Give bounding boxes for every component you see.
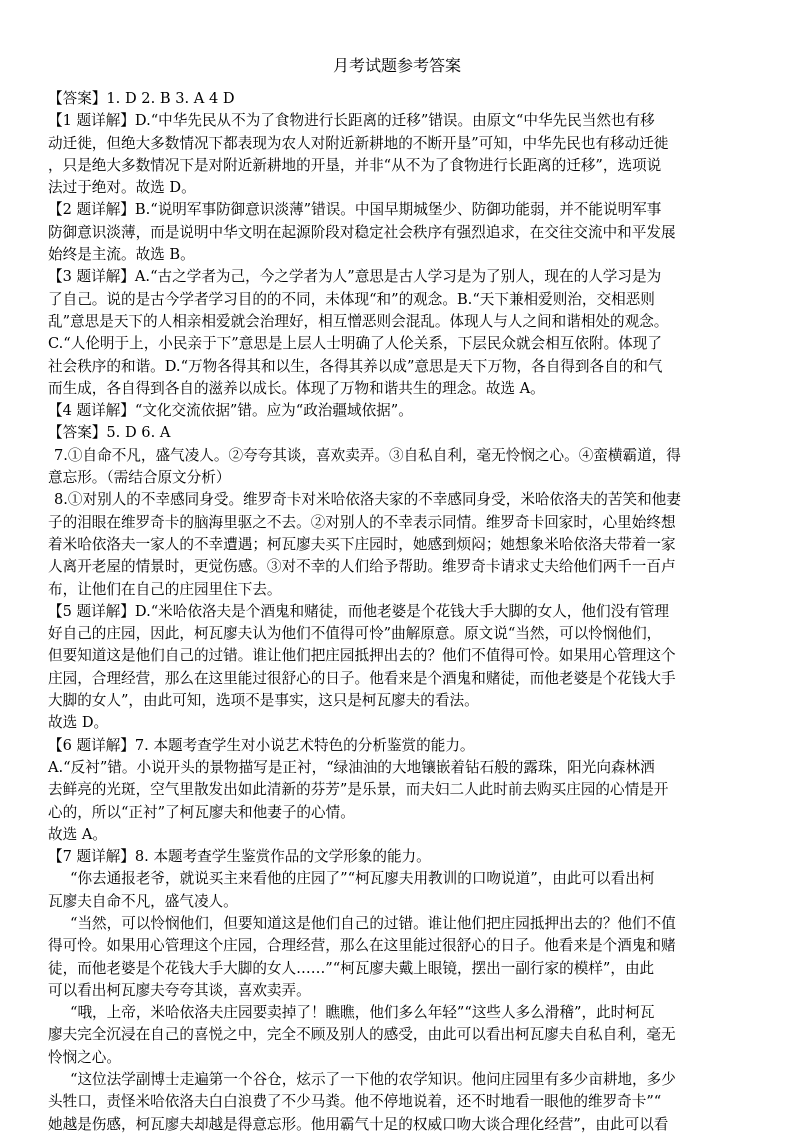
answer-line: 着米哈依洛夫一家人的不幸遭遇；柯瓦廖夫买下庄园时，她感到烦闷；她想象米哈依洛夫带着一家 xyxy=(48,535,676,553)
answer-line: ，只是绝大多数情况下是对附近新耕地的开垦，并非“从不为了食物进行长距离的迁移”，选项说 xyxy=(48,156,662,174)
answer-line: 了自己。说的是古今学者学习目的的不同，未体现“和”的观念。B.“天下兼相爱则治，交相恶则 xyxy=(48,290,655,308)
answer-line: 乱”意思是天下的人相亲相爱就会治理好，相互憎恶则会混乱。体现人与人之间和谐相处的观念。 xyxy=(48,312,669,330)
answer-line: 可以看出柯瓦廖夫夸夸其谈，喜欢卖弄。 xyxy=(48,981,311,999)
answer-line: 7.①自命不凡，盛气凌人。②夸夸其谈，喜欢卖弄。③自私自利，毫无怜悯之心。④蛮横霸道，得 xyxy=(54,446,681,464)
answer-body xyxy=(48,88,742,1136)
answer-line: “哦，上帝，米哈依洛夫庄园要卖掉了！瞧瞧，他们多么年轻”“这些人多么滑稽”，此时柯瓦 xyxy=(70,1004,655,1022)
answer-line: 故选 A。 xyxy=(48,825,107,843)
answer-line: 她越是伤感，柯瓦廖夫却越是得意忘形。他用霸气十足的权威口吻大谈合理化经营”，由此可以看 xyxy=(48,1115,669,1133)
answer-line: 【4 题详解】“文化交流依据”错。应为“政治疆域依据”。 xyxy=(48,402,413,420)
answer-line: 【答案】5. D 6. A xyxy=(48,424,171,442)
answer-line: 布，让他们在自己的庄园里住下去。 xyxy=(48,580,282,598)
page-title: 月考试题参考答案 xyxy=(332,56,461,75)
answer-line: A.“反衬”错。小说开头的景物描写是正衬，“绿油油的大地镶嵌着钻石般的露珠，阳光向森林洒 xyxy=(48,758,655,776)
answer-line: 子的泪眼在维罗奇卡的脑海里驱之不去。②对别人的不幸表示同情。维罗奇卡回家时，心里始终想 xyxy=(48,513,676,531)
answer-line: 【6 题详解】7. 本题考查学生对小说艺术特色的分析鉴赏的能力。 xyxy=(48,736,475,754)
answer-line: “你去通报老爷，就说买主来看他的庄园了”“柯瓦廖夫用教训的口吻说道”，由此可以看出柯 xyxy=(70,870,655,888)
answer-line: 人离开老屋的情景时，更觉伤感。③对不幸的人们给予帮助。维罗奇卡请求丈夫给他们两千一百卢 xyxy=(48,558,676,576)
answer-line: 但要知道这是他们自己的过错。谁让他们把庄园抵押出去的？他们不值得可怜。如果用心管理这个 xyxy=(48,647,676,665)
answer-line: 8.①对别人的不幸感同身受。维罗奇卡对米哈依洛夫家的不幸感同身受，米哈依洛夫的苦笑和他妻 xyxy=(54,491,681,509)
answer-line: 社会秩序的和谐。D.“万物各得其和以生，各得其养以成”意思是天下万物，各自得到各自的和气 xyxy=(48,357,663,375)
answer-line: “这位法学副博士走遍第一个谷仓，炫示了一下他的农学知识。他问庄园里有多少亩耕地，多少 xyxy=(70,1071,676,1089)
answer-line: “当然，可以怜悯他们，但要知道这是他们自己的过错。谁让他们把庄园抵押出去的？他们不值 xyxy=(70,914,676,932)
answer-line: 【5 题详解】D.“米哈依洛夫是个酒鬼和赌徒，而他老婆是个花钱大手大脚的女人，他们没有管理 xyxy=(48,602,669,620)
answer-line: 【答案】1. D 2. B 3. A 4 D xyxy=(48,90,235,107)
answer-line: 心的，所以“正衬”了柯瓦廖夫和他妻子的心情。 xyxy=(48,803,355,821)
answer-line: 瓦廖夫自命不凡，盛气凌人。 xyxy=(48,892,238,910)
answer-line: 好自己的庄园，因此，柯瓦廖夫认为他们不值得可怜”曲解原意。原文说“当然，可以怜悯他们， xyxy=(48,625,662,643)
answer-line: 徒，而他老婆是个花钱大手大脚的女人……”“柯瓦廖夫戴上眼镜，摆出一副行家的模样”，由此 xyxy=(48,959,655,977)
answer-line: 意忘形。（需结合原文分析） xyxy=(48,469,231,487)
answer-line: 廖夫完全沉浸在自己的喜悦之中，完全不顾及别人的感受，由此可以看出柯瓦廖夫自私自利，毫无 xyxy=(48,1026,676,1044)
answer-line: 防御意识淡薄，而是说明中华文明在起源阶段对稳定社会秩序有强烈追求，在交往交流中和平发展 xyxy=(48,223,676,241)
answer-line: 庄园，合理经营，那么在这里能过很舒心的日子。他看来是个酒鬼和赌徒，而他老婆是个花钱大手 xyxy=(48,669,676,687)
answer-line: 【2 题详解】B.“说明军事防御意识淡薄”错误。中国早期城堡少、防御功能弱，并不能说明军事 xyxy=(48,201,662,219)
answer-line: 【1 题详解】D.“中华先民从不为了食物进行长距离的迁移”错误。由原文“中华先民当然也有移 xyxy=(48,112,655,130)
answer-line: 【3 题详解】A.“古之学者为己，今之学者为人”意思是古人学习是为了别人，现在的人学习是为 xyxy=(48,268,662,286)
answer-line: 头牲口，责怪米哈依洛夫白白浪费了不少马粪。他不停地说着，还不时地看一眼他的维罗奇卡”“ xyxy=(48,1093,662,1111)
answer-line: 去鲜亮的光斑，空气里散发出如此清新的芬芳”是乐景，而夫妇二人此时前去购买庄园的心情是开 xyxy=(48,781,669,799)
answer-line: 大脚的女人”，由此可知，选项不是事实，这只是柯瓦廖夫的看法。 xyxy=(48,692,479,710)
answer-line: 得可怜。如果用心管理这个庄园，合理经营，那么在这里能过很舒心的日子。他看来是个酒鬼和赌 xyxy=(48,937,676,955)
answer-line: 动迁徙，但绝大多数情况下都表现为农人对附近新耕地的不断开垦”可知，中华先民也有移动迁徙 xyxy=(48,134,669,152)
answer-line: 怜悯之心。 xyxy=(48,1048,121,1066)
answer-line: 而生成，各自得到各自的滋养以成长。体现了万物和谐共生的理念。故选 A。 xyxy=(48,379,545,397)
answer-line: 故选 D。 xyxy=(48,714,109,732)
answer-line: 【7 题详解】8. 本题考查学生鉴赏作品的文学形象的能力。 xyxy=(48,848,431,866)
answer-line: 始终是主流。故选 B。 xyxy=(48,246,195,264)
answer-line: 法过于绝对。故选 D。 xyxy=(48,179,196,197)
answer-line: C.“人伦明于上，小民亲于下”意思是上层人士明确了人伦关系，下层民众就会相互依附。体现了 xyxy=(48,335,662,353)
